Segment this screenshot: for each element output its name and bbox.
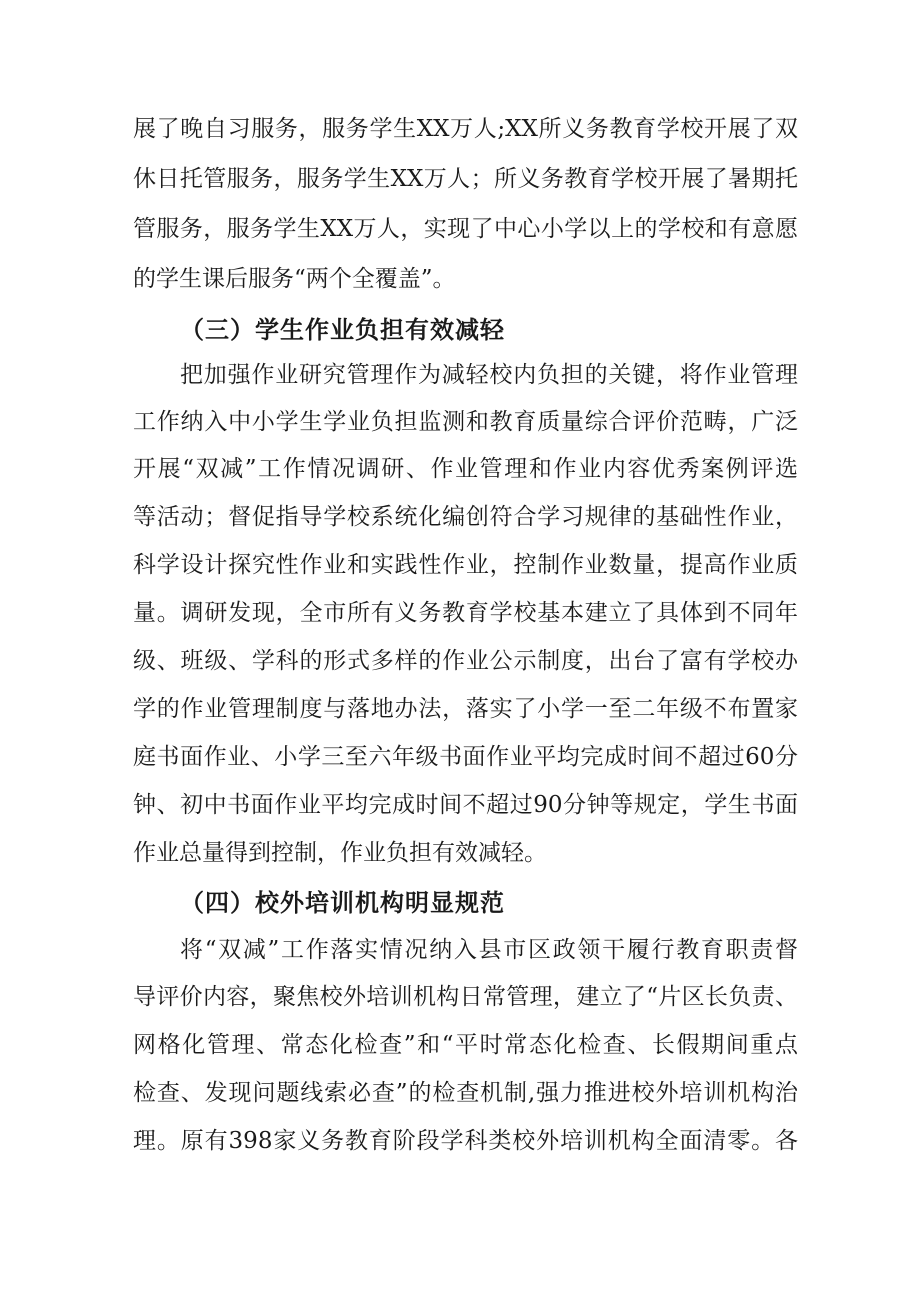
para-2-line-10: 钟、初中书面作业平均完成时间不超过90分钟等规定，学生书面 (133, 792, 798, 818)
para-2-line-9: 庭书面作业、小学三至六年级书面作业平均完成时间不超过60分 (133, 744, 798, 770)
section-heading-3: （三）学生作业负担有效减轻 (180, 316, 505, 344)
para-2-line-8: 学的作业管理制度与落地办法，落实了小学一至二年级不布置家 (133, 696, 798, 722)
para-3-line-2: 导评价内容，聚焦校外培训机构日常管理，建立了“片区长负责、 (133, 984, 798, 1010)
para-2-line-6: 量。调研发现，全市所有义务教育学校基本建立了具体到不同年 (133, 600, 798, 626)
para-2-line-1: 把加强作业研究管理作为减轻校内负担的关键，将作业管理 (180, 362, 798, 388)
para-1-line-1: 展了晚自习服务，服务学生XX万人;XX所义务教育学校开展了双 (133, 116, 798, 142)
para-3-line-3: 网格化管理、常态化检查”和“平时常态化检查、长假期间重点 (133, 1032, 798, 1058)
para-1-line-2: 休日托管服务，服务学生XX万人；所义务教育学校开展了暑期托 (133, 166, 798, 192)
para-3-line-5: 理。原有398家义务教育阶段学科类校外培训机构全面清零。各 (133, 1128, 798, 1154)
para-2-line-2: 工作纳入中小学生学业负担监测和教育质量综合评价范畴，广泛 (133, 409, 798, 435)
para-2-line-5: 科学设计探究性作业和实践性作业，控制作业数量，提高作业质 (133, 552, 798, 578)
para-3-line-1: 将“双减”工作落实情况纳入县市区政领干履行教育职责督 (180, 937, 798, 963)
para-2-line-7: 级、班级、学科的形式多样的作业公示制度，出台了富有学校办 (133, 648, 798, 674)
para-2-line-11: 作业总量得到控制，作业负担有效减轻。 (133, 840, 547, 866)
section-heading-4: （四）校外培训机构明显规范 (180, 889, 505, 917)
para-1-line-3: 管服务，服务学生XX万人，实现了中心小学以上的学校和有意愿 (133, 216, 798, 242)
para-1-line-4: 的学生课后服务“两个全覆盖”。 (133, 266, 456, 292)
para-2-line-4: 等活动；督促指导学校系统化编创符合学习规律的基础性作业， (133, 504, 798, 530)
para-2-line-3: 开展“双减”工作情况调研、作业管理和作业内容优秀案例评选 (133, 456, 798, 482)
para-3-line-4: 检查、发现问题线索必查”的检查机制,强力推进校外培训机构治 (133, 1080, 798, 1106)
